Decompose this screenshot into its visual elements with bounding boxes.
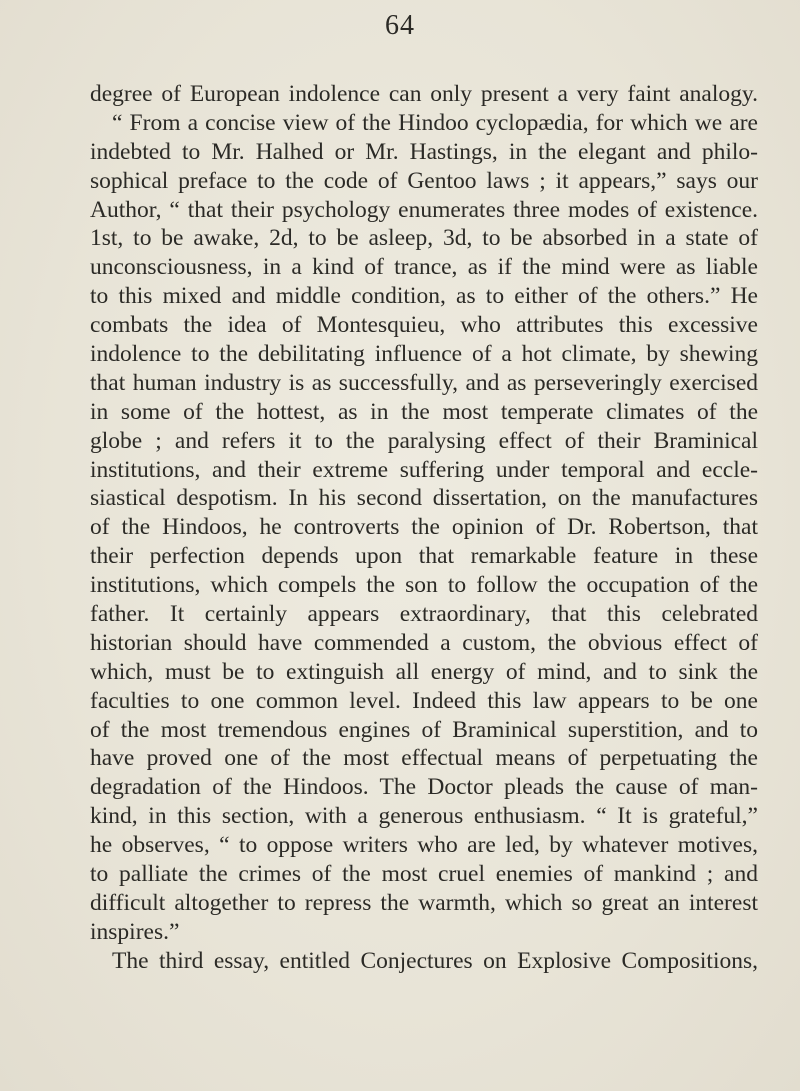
text-line: siastical despotism. In his second dissertation, on the manufactures	[90, 485, 758, 512]
text-line: inspires.”	[90, 918, 180, 945]
text-line: globe ; and refers it to the paralysing effect of their Braminical	[90, 427, 758, 454]
text-line: degradation of the Hindoos. The Doctor pleads the cause of man-	[90, 774, 758, 801]
text-line: to this mixed and middle condition, as to either of the others.” He	[90, 283, 758, 310]
text-line: their perfection depends upon that remarkable feature in these	[90, 543, 758, 570]
text-line: have proved one of the most effectual means of perpetuating the	[90, 745, 758, 772]
text-line: historian should have commended a custom, the obvious effect of	[90, 629, 758, 656]
text-line: faculties to one common level. Indeed this law appears to be one	[90, 687, 758, 714]
text-line: father. It certainly appears extraordinary, that this celebrated	[90, 601, 758, 628]
text-line: 1st, to be awake, 2d, to be asleep, 3d, to be absorbed in a state of	[90, 225, 758, 252]
text-line: institutions, which compels the son to follow the occupation of the	[90, 572, 758, 599]
text-line: combats the idea of Montesquieu, who attributes this excessive	[90, 312, 758, 339]
text-line: indolence to the debilitating influence of a hot climate, by shewing	[90, 341, 758, 368]
text-line: unconsciousness, in a kind of trance, as if the mind were as liable	[90, 254, 758, 281]
page-number: 64	[385, 10, 415, 41]
text-line: difficult altogether to repress the warmth, which so great an interest	[90, 889, 758, 916]
text-line: which, must be to extinguish all energy of mind, and to sink the	[90, 658, 758, 685]
text-line: The third essay, entitled Conjectures on Explosive Compositions,	[112, 947, 758, 974]
text-line: that human industry is as successfully, and as perseveringly exercised	[90, 369, 758, 396]
text-line: degree of European indolence can only present a very faint analogy.	[90, 81, 758, 107]
text-line: he observes, “ to oppose writers who are led, by whatever motives,	[90, 832, 758, 859]
text-line: sophical preface to the code of Gentoo laws ; it appears,” says our	[90, 167, 758, 194]
text-line: kind, in this section, with a generous enthusiasm. “ It is grateful,”	[90, 803, 758, 830]
text-line: Author, “ that their psychology enumerates three modes of existence.	[90, 196, 758, 223]
text-line: of the Hindoos, he controverts the opinion of Dr. Robertson, that	[90, 514, 758, 541]
text-line: indebted to Mr. Halhed or Mr. Hastings, in the elegant and philo-	[90, 138, 758, 165]
text-line: “ From a concise view of the Hindoo cyclopædia, for which we are	[112, 109, 758, 136]
text-line: institutions, and their extreme suffering under temporal and eccle-	[90, 456, 758, 483]
text-line: in some of the hottest, as in the most temperate climates of the	[90, 398, 758, 425]
text-line: to palliate the crimes of the most cruel enemies of mankind ; and	[90, 861, 758, 888]
text-line: of the most tremendous engines of Braminical superstition, and to	[90, 716, 758, 743]
body-text	[90, 80, 758, 976]
